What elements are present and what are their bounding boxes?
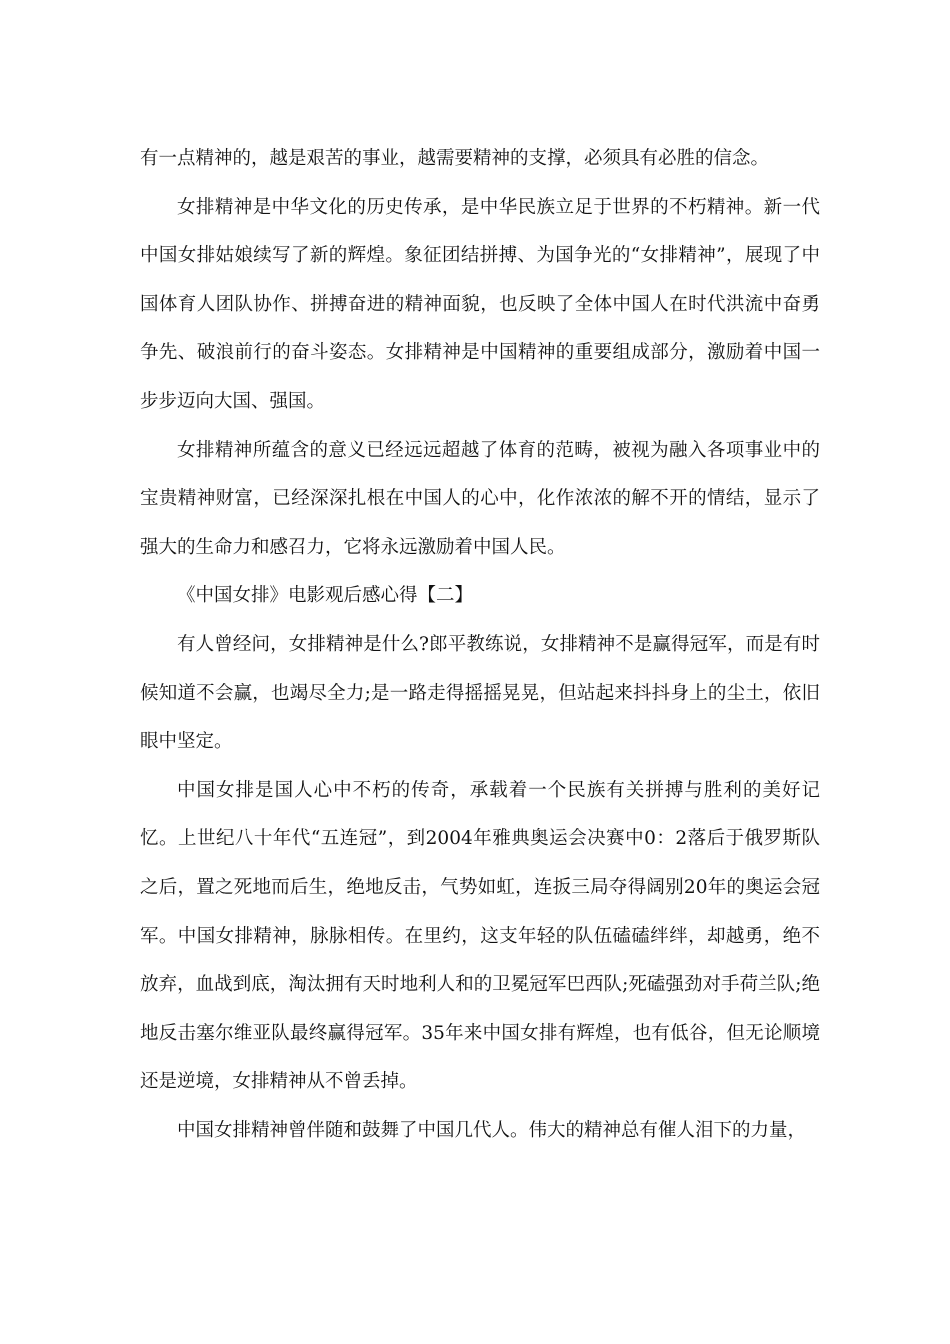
section-heading: 《中国女排》电影观后感心得【二】 xyxy=(177,585,474,607)
paragraph-continuation: 有一点精神的，越是艰苦的事业，越需要精神的支撑，必须具有必胜的信念。 xyxy=(140,148,770,169)
paragraph-legend-history: 中国女排是国人心中不朽的传奇，承载着一个民族有关拼搏与胜利的美好记忆。上世纪八十年代“五连冠”，到2004年雅典奥运会决赛中0：2落后于俄罗斯队之后，置之死地而后生，绝地反击，气势如虹，连扳三局夺得阔别20年的奥运会冠军。中国女排精神，脉脉相传。在里约，这支年轻的队伍磕磕绊绊，却越勇，绝不放弃，血战到底，淘汰拥有天时地利人和的卫冕冠军巴西队;死磕强劲对手荷兰队;绝地反击塞尔维亚队最终赢得冠军。35年来中国女排有辉煌，也有低谷，但无论顺境还是逆境，女排精神从不曾丢掉。 xyxy=(140,779,820,1093)
paragraph-generations: 中国女排精神曾伴随和鼓舞了中国几代人。伟大的精神总有催人泪下的力量， xyxy=(177,1119,807,1141)
paragraph-lang-ping-quote: 有人曾经问，女排精神是什么?郎平教练说，女排精神不是赢得冠军，而是有时候知道不会赢，也竭尽全力;是一路走得摇摇晃晃，但站起来抖抖身上的尘土，依旧眼中坚定。 xyxy=(140,633,820,753)
paragraph-nvpai-spirit-meaning: 女排精神所蕴含的意义已经远远超越了体育的范畴，被视为融入各项事业中的宝贵精神财富，已经深深扎根在中国人的心中，化作浓浓的解不开的情结，显示了强大的生命力和感召力，它将永远激励着中国人民。 xyxy=(140,439,820,558)
paragraph-nvpai-spirit-heritage: 女排精神是中华文化的历史传承，是中华民族立足于世界的不朽精神。新一代中国女排姑娘续写了新的辉煌。象征团结拼搏、为国争光的“女排精神”，展现了中国体育人团队协作、拼搏奋进的精神面貌，也反映了全体中国人在时代洪流中奋勇争先、破浪前行的奋斗姿态。女排精神是中国精神的重要组成部分，激励着中国一步步迈向大国、强国。 xyxy=(140,196,820,412)
document-body xyxy=(140,135,820,1155)
